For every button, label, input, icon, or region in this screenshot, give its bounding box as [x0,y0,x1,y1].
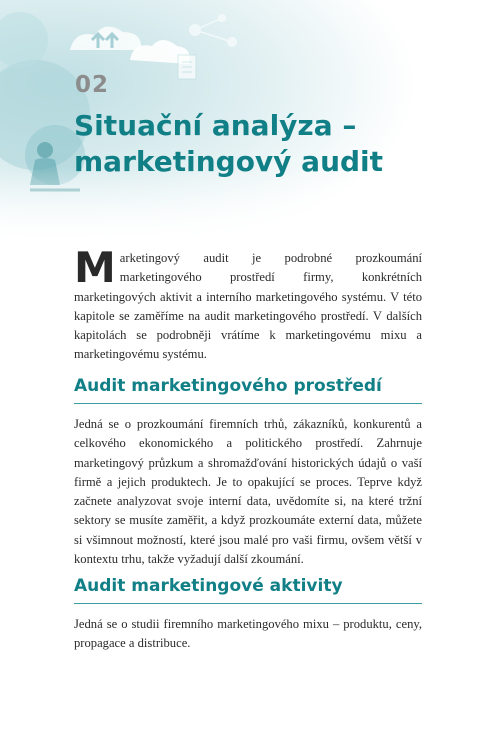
section-heading: Audit marketingového prostředí [74,376,422,404]
drop-cap: M [74,243,116,292]
section-paragraph: Jedná se o studii firemního marketingového mixu – produktu, ceny, propagace a distribuce. [74,617,422,651]
intro-text: arketingový audit je podrobné prozkoumání marketingového prostředí firmy, konkrétních marketingových aktivit a interního marketingového systému. V této kapitole se zaměříme na audit marketingového prostředí. V dalších kapitolách se podrobněji vrátíme k marketingovému mixu a marketingovému systému. [74,251,422,362]
chapter-title [74,108,454,180]
chapter-title-line: marketingový audit [74,145,384,178]
section-heading: Audit marketingové aktivity [74,576,422,604]
chapter-number: 02 [75,72,110,98]
section-paragraph: Jedná se o prozkoumání firemních trhů, zákazníků, konkurentů a celkového ekonomického a politického prostředí. Zahrnuje marketingový průzkum a shromažďování historických údajů o vaší firmě a jejich produktech. Je to opakující se proces. Teprve když začnete analyzovat svoje interní data, uvědomíte si, na které tržní sektory se musíte zaměřit, a když prozkoumáte externí data, můžete si všimnout možností, které jsou malé pro vaši firmu, ovšem větší v kontextu trhu, takže vyžadují další zkoumání. [74,417,422,567]
chapter-title-line: Situační analýza – [74,109,357,142]
intro-paragraph [74,243,422,365]
